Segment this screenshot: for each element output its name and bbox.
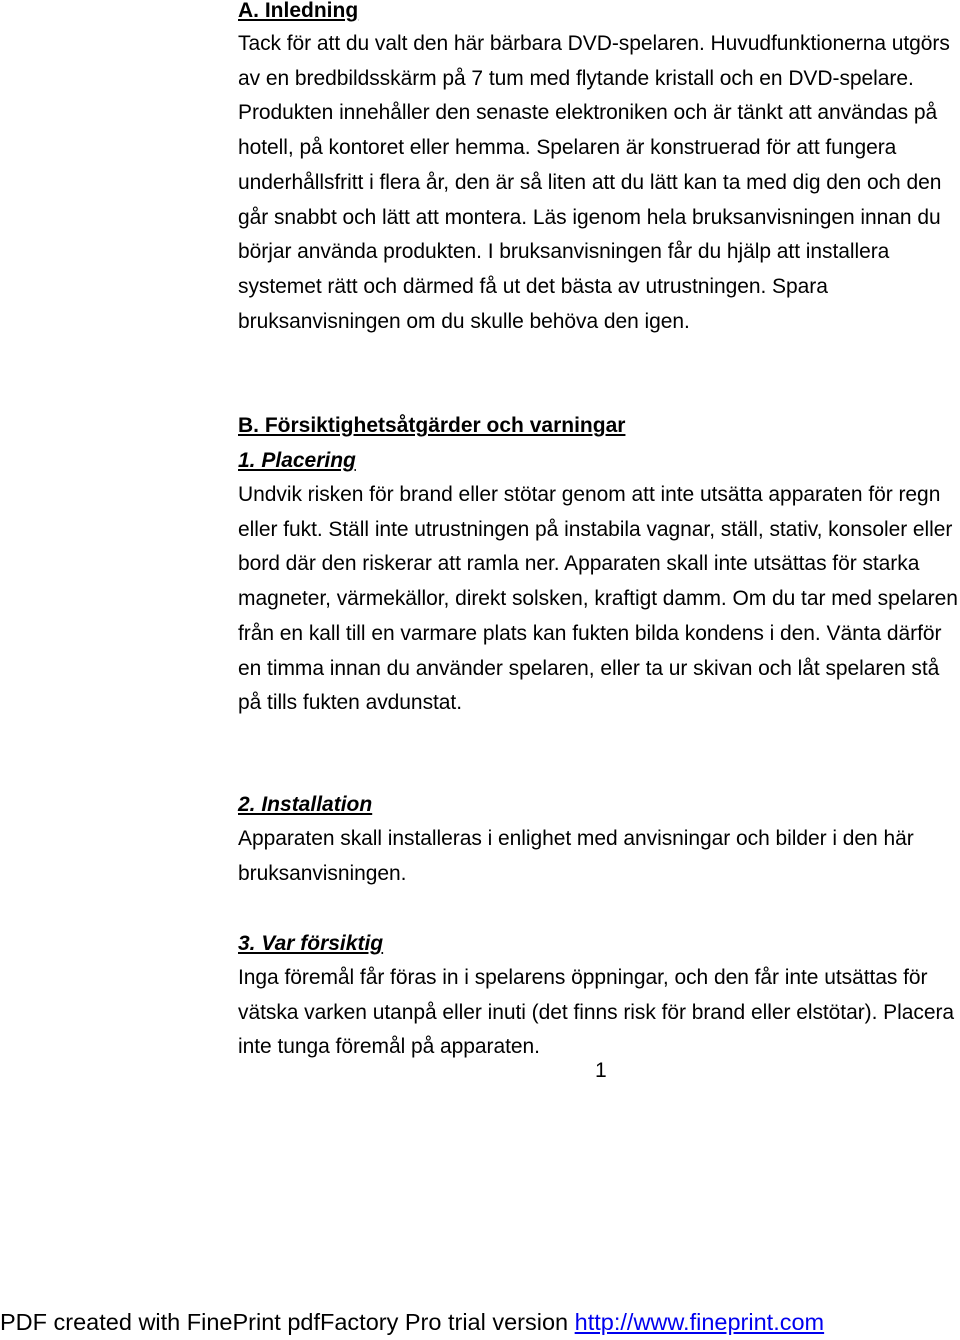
installation-body: Apparaten skall installeras i enlighet med anvisningar och bilder i den här bruksanvisningen. bbox=[238, 827, 914, 885]
footer-link[interactable]: http://www.fineprint.com bbox=[574, 1309, 825, 1335]
page-number: 1 bbox=[595, 1059, 607, 1082]
section-a-heading: A. Inledning bbox=[238, 0, 359, 22]
section-a-body: Tack för att du valt den här bärbara DVD-spelaren. Huvudfunktionerna utgörs av en bredbildsskärm på 7 tum med flytande kristall och en DVD-spelare. Produkten innehåller den senaste elektroniken och är tänkt att användas på hotell, på kontoret eller hemma. Spelaren är konstruerad för att fungera underhållsfritt i flera år, den är så liten att du lätt kan ta med dig den och den går snabbt och lätt att montera. Läs igenom hela bruksanvisningen innan du börjar använda produkten. I bruksanvisningen får du hjälp att installera systemet rätt och därmed få ut det bästa av utrustningen. Spara bruksanvisningen om du skulle behöva den igen. bbox=[238, 32, 950, 333]
placering-body: Undvik risken för brand eller stötar genom att inte utsätta apparaten för regn eller fukt. Ställ inte utrustningen på instabila vagnar, ställ, stativ, konsoler eller bord där den riskerar att ramla ner. Apparaten skall inte utsättas för starka magneter, värmekällor, direkt solsken, kraftigt damm. Om du tar med spelaren från en kall till en varmare plats kan fukten bilda kondens i den. Vänta därför en timma innan du använder spelaren, eller ta ur skivan och låt spelaren stå på tills fukten avdunstat. bbox=[238, 483, 958, 715]
var-forsiktig-body: Inga föremål får föras in i spelarens öppningar, och den får inte utsättas för vätska varken utanpå eller inuti (det finns risk för brand eller elstötar). Placera inte tunga föremål på apparaten. bbox=[238, 966, 955, 1059]
var-forsiktig-subheading: 3. Var försiktig bbox=[238, 932, 384, 955]
section-b-heading: B. Försiktighetsåtgärder och varningar bbox=[238, 414, 626, 437]
pdf-footer bbox=[0, 1307, 960, 1337]
placering-subheading: 1. Placering bbox=[238, 449, 356, 472]
footer-text: PDF created with FinePrint pdfFactory Pro trial version bbox=[0, 1309, 575, 1335]
installation-subheading: 2. Installation bbox=[238, 793, 373, 816]
